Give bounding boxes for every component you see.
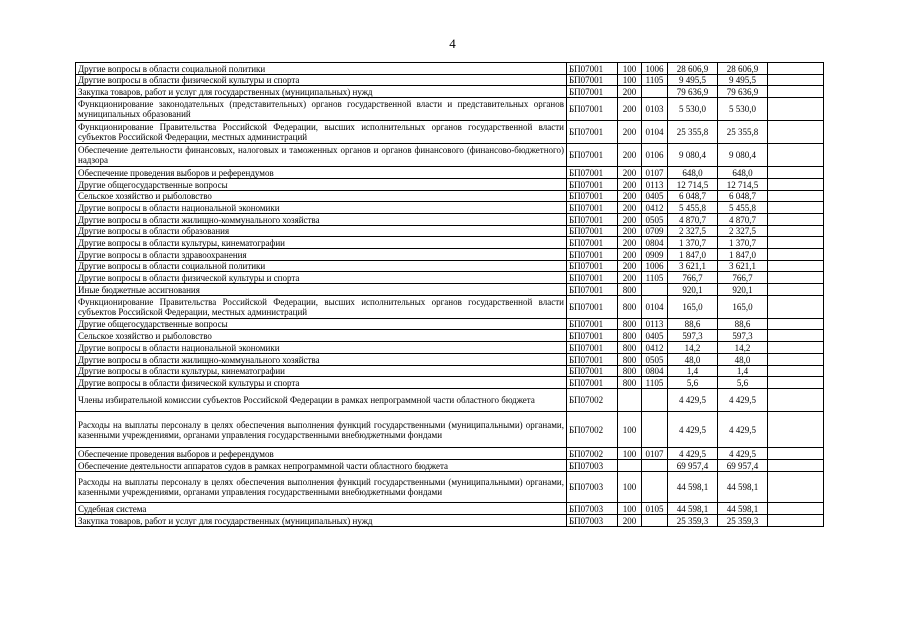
row-name-cell: Другие вопросы в области образования <box>76 226 567 237</box>
row-value-cell-1: 14,2 <box>668 342 718 354</box>
row-code-cell: БП07001 <box>567 86 618 98</box>
row-code-cell: БП07003 <box>567 460 618 472</box>
table-row <box>76 144 824 167</box>
table-row <box>76 179 824 191</box>
row-code-cell: БП07001 <box>567 144 618 167</box>
row-code-cell: БП07003 <box>567 503 618 515</box>
table-row <box>76 460 824 472</box>
row-code-cell: БП07001 <box>567 377 618 389</box>
row-section-cell: 0104 <box>642 121 668 144</box>
row-section-cell: 0103 <box>642 98 668 121</box>
row-empty-cell <box>768 63 824 75</box>
row-empty-cell <box>768 389 824 412</box>
row-expense-type-cell: 200 <box>618 261 642 272</box>
row-code-cell: БП07001 <box>567 75 618 86</box>
row-name-cell: Функционирование Правительства Российской Федерации, высших исполнительных органов государственной власти субъектов Российской Федерации, местных администраций <box>76 296 567 319</box>
row-section-cell: 0104 <box>642 296 668 319</box>
row-empty-cell <box>768 261 824 272</box>
row-section-cell <box>642 472 668 503</box>
row-code-cell: БП07001 <box>567 191 618 202</box>
table-row <box>76 75 824 86</box>
row-empty-cell <box>768 202 824 214</box>
row-code-cell: БП07001 <box>567 226 618 237</box>
row-code-cell: БП07001 <box>567 296 618 319</box>
row-section-cell <box>642 389 668 412</box>
row-empty-cell <box>768 296 824 319</box>
row-empty-cell <box>768 503 824 515</box>
row-value-cell-2: 766,7 <box>718 272 768 284</box>
row-empty-cell <box>768 249 824 261</box>
row-value-cell-2: 5 455,8 <box>718 202 768 214</box>
row-name-cell: Другие вопросы в области жилищно-коммунального хозяйства <box>76 354 567 366</box>
row-empty-cell <box>768 98 824 121</box>
row-section-cell: 0505 <box>642 214 668 226</box>
row-empty-cell <box>768 460 824 472</box>
row-section-cell: 1105 <box>642 377 668 389</box>
row-empty-cell <box>768 366 824 377</box>
table-row <box>76 249 824 261</box>
row-section-cell <box>642 412 668 448</box>
row-expense-type-cell: 800 <box>618 354 642 366</box>
row-value-cell-1: 4 429,5 <box>668 412 718 448</box>
row-name-cell: Функционирование законодательных (представительных) органов государственной власти и представительных органов муниципальных образований <box>76 98 567 121</box>
row-value-cell-1: 4 429,5 <box>668 389 718 412</box>
row-section-cell: 0412 <box>642 342 668 354</box>
row-expense-type-cell: 200 <box>618 167 642 179</box>
row-code-cell: БП07001 <box>567 167 618 179</box>
row-value-cell-2: 3 621,1 <box>718 261 768 272</box>
row-expense-type-cell: 100 <box>618 75 642 86</box>
row-section-cell <box>642 284 668 296</box>
row-expense-type-cell: 800 <box>618 377 642 389</box>
row-code-cell: БП07001 <box>567 272 618 284</box>
row-section-cell: 0405 <box>642 330 668 342</box>
row-code-cell: БП07001 <box>567 98 618 121</box>
row-section-cell: 0804 <box>642 366 668 377</box>
row-value-cell-2: 5 530,0 <box>718 98 768 121</box>
row-value-cell-1: 766,7 <box>668 272 718 284</box>
row-value-cell-1: 4 429,5 <box>668 448 718 460</box>
row-code-cell: БП07001 <box>567 366 618 377</box>
row-expense-type-cell <box>618 460 642 472</box>
row-value-cell-1: 79 636,9 <box>668 86 718 98</box>
row-value-cell-1: 25 359,3 <box>668 515 718 527</box>
budget-table-body <box>76 63 824 527</box>
row-value-cell-2: 44 598,1 <box>718 503 768 515</box>
row-section-cell: 0709 <box>642 226 668 237</box>
row-empty-cell <box>768 284 824 296</box>
row-expense-type-cell: 200 <box>618 272 642 284</box>
table-row <box>76 515 824 527</box>
row-expense-type-cell: 200 <box>618 226 642 237</box>
row-value-cell-1: 4 870,7 <box>668 214 718 226</box>
row-expense-type-cell: 800 <box>618 284 642 296</box>
row-name-cell: Обеспечение проведения выборов и референдумов <box>76 167 567 179</box>
row-empty-cell <box>768 412 824 448</box>
row-code-cell: БП07002 <box>567 448 618 460</box>
row-section-cell: 0107 <box>642 448 668 460</box>
row-section-cell: 0106 <box>642 144 668 167</box>
table-row <box>76 448 824 460</box>
row-empty-cell <box>768 179 824 191</box>
table-row <box>76 121 824 144</box>
row-expense-type-cell: 200 <box>618 86 642 98</box>
row-empty-cell <box>768 319 824 330</box>
row-name-cell: Другие вопросы в области физической культуры и спорта <box>76 272 567 284</box>
table-row <box>76 214 824 226</box>
table-row <box>76 86 824 98</box>
row-name-cell: Судебная система <box>76 503 567 515</box>
row-value-cell-2: 12 714,5 <box>718 179 768 191</box>
row-expense-type-cell: 100 <box>618 63 642 75</box>
row-expense-type-cell: 100 <box>618 472 642 503</box>
row-value-cell-1: 25 355,8 <box>668 121 718 144</box>
row-section-cell: 0113 <box>642 179 668 191</box>
row-value-cell-2: 9 080,4 <box>718 144 768 167</box>
row-empty-cell <box>768 226 824 237</box>
row-expense-type-cell: 200 <box>618 214 642 226</box>
row-code-cell: БП07001 <box>567 249 618 261</box>
row-value-cell-2: 4 429,5 <box>718 448 768 460</box>
row-expense-type-cell <box>618 389 642 412</box>
row-name-cell: Иные бюджетные ассигнования <box>76 284 567 296</box>
row-expense-type-cell: 200 <box>618 249 642 261</box>
row-value-cell-2: 44 598,1 <box>718 472 768 503</box>
row-name-cell: Другие вопросы в области физической культуры и спорта <box>76 377 567 389</box>
row-name-cell: Другие вопросы в области национальной экономики <box>76 202 567 214</box>
row-code-cell: БП07001 <box>567 121 618 144</box>
row-value-cell-2: 4 870,7 <box>718 214 768 226</box>
table-row <box>76 272 824 284</box>
row-empty-cell <box>768 342 824 354</box>
row-value-cell-2: 165,0 <box>718 296 768 319</box>
row-value-cell-2: 28 606,9 <box>718 63 768 75</box>
page-number: 4 <box>449 36 456 51</box>
row-value-cell-1: 3 621,1 <box>668 261 718 272</box>
row-name-cell: Другие вопросы в области социальной политики <box>76 63 567 75</box>
row-value-cell-1: 5 530,0 <box>668 98 718 121</box>
table-row <box>76 296 824 319</box>
row-expense-type-cell: 200 <box>618 202 642 214</box>
row-section-cell: 0804 <box>642 237 668 249</box>
row-value-cell-2: 2 327,5 <box>718 226 768 237</box>
table-row <box>76 284 824 296</box>
row-value-cell-2: 648,0 <box>718 167 768 179</box>
row-section-cell: 0505 <box>642 354 668 366</box>
row-value-cell-2: 14,2 <box>718 342 768 354</box>
row-value-cell-2: 25 355,8 <box>718 121 768 144</box>
row-value-cell-2: 9 495,5 <box>718 75 768 86</box>
row-name-cell: Функционирование Правительства Российской Федерации, высших исполнительных органов государственной власти субъектов Российской Федерации, местных администраций <box>76 121 567 144</box>
row-expense-type-cell: 200 <box>618 191 642 202</box>
table-row <box>76 366 824 377</box>
row-value-cell-1: 2 327,5 <box>668 226 718 237</box>
row-value-cell-1: 597,3 <box>668 330 718 342</box>
table-row <box>76 377 824 389</box>
table-row <box>76 354 824 366</box>
row-value-cell-1: 648,0 <box>668 167 718 179</box>
row-section-cell: 1006 <box>642 261 668 272</box>
row-expense-type-cell: 800 <box>618 330 642 342</box>
row-value-cell-1: 1 370,7 <box>668 237 718 249</box>
row-expense-type-cell: 200 <box>618 179 642 191</box>
table-row <box>76 191 824 202</box>
row-code-cell: БП07003 <box>567 472 618 503</box>
row-section-cell <box>642 460 668 472</box>
row-value-cell-2: 79 636,9 <box>718 86 768 98</box>
row-empty-cell <box>768 75 824 86</box>
table-row <box>76 412 824 448</box>
row-section-cell: 0909 <box>642 249 668 261</box>
row-value-cell-2: 4 429,5 <box>718 412 768 448</box>
table-row <box>76 261 824 272</box>
row-code-cell: БП07001 <box>567 354 618 366</box>
row-empty-cell <box>768 472 824 503</box>
row-empty-cell <box>768 354 824 366</box>
row-value-cell-1: 48,0 <box>668 354 718 366</box>
row-expense-type-cell: 200 <box>618 237 642 249</box>
row-name-cell: Расходы на выплаты персоналу в целях обеспечения выполнения функций государственными (муниципальными) органами, казенными учреждениями, органами управления государственными внебюджетными фондами <box>76 412 567 448</box>
row-value-cell-1: 165,0 <box>668 296 718 319</box>
row-code-cell: БП07001 <box>567 63 618 75</box>
row-value-cell-2: 4 429,5 <box>718 389 768 412</box>
row-value-cell-2: 1 847,0 <box>718 249 768 261</box>
row-section-cell: 1105 <box>642 75 668 86</box>
row-code-cell: БП07001 <box>567 342 618 354</box>
row-value-cell-1: 12 714,5 <box>668 179 718 191</box>
row-name-cell: Другие вопросы в области физической культуры и спорта <box>76 75 567 86</box>
budget-table <box>75 62 824 527</box>
row-name-cell: Другие вопросы в области культуры, кинематографии <box>76 366 567 377</box>
row-value-cell-1: 1,4 <box>668 366 718 377</box>
table-row <box>76 330 824 342</box>
row-name-cell: Другие вопросы в области культуры, кинематографии <box>76 237 567 249</box>
row-code-cell: БП07001 <box>567 330 618 342</box>
row-code-cell: БП07001 <box>567 319 618 330</box>
table-row <box>76 503 824 515</box>
row-empty-cell <box>768 272 824 284</box>
table-row <box>76 167 824 179</box>
row-name-cell: Другие вопросы в области жилищно-коммунального хозяйства <box>76 214 567 226</box>
row-empty-cell <box>768 377 824 389</box>
row-empty-cell <box>768 237 824 249</box>
row-code-cell: БП07001 <box>567 214 618 226</box>
row-section-cell <box>642 515 668 527</box>
row-name-cell: Закупка товаров, работ и услуг для государственных (муниципальных) нужд <box>76 86 567 98</box>
row-code-cell: БП07001 <box>567 237 618 249</box>
row-value-cell-1: 44 598,1 <box>668 472 718 503</box>
table-row <box>76 319 824 330</box>
table-row <box>76 237 824 249</box>
row-section-cell: 1105 <box>642 272 668 284</box>
row-value-cell-1: 1 847,0 <box>668 249 718 261</box>
row-value-cell-2: 920,1 <box>718 284 768 296</box>
row-value-cell-1: 5 455,8 <box>668 202 718 214</box>
row-value-cell-2: 5,6 <box>718 377 768 389</box>
row-expense-type-cell: 800 <box>618 366 642 377</box>
table-row <box>76 342 824 354</box>
row-expense-type-cell: 200 <box>618 121 642 144</box>
row-value-cell-1: 920,1 <box>668 284 718 296</box>
row-expense-type-cell: 200 <box>618 144 642 167</box>
row-name-cell: Обеспечение деятельности аппаратов судов в рамках непрограммной части областного бюджета <box>76 460 567 472</box>
row-value-cell-2: 25 359,3 <box>718 515 768 527</box>
row-empty-cell <box>768 167 824 179</box>
row-empty-cell <box>768 191 824 202</box>
row-code-cell: БП07001 <box>567 202 618 214</box>
row-value-cell-2: 1 370,7 <box>718 237 768 249</box>
row-name-cell: Другие общегосударственные вопросы <box>76 319 567 330</box>
row-value-cell-2: 597,3 <box>718 330 768 342</box>
row-empty-cell <box>768 448 824 460</box>
row-name-cell: Другие вопросы в области социальной политики <box>76 261 567 272</box>
table-row <box>76 226 824 237</box>
row-name-cell: Сельское хозяйство и рыболовство <box>76 330 567 342</box>
row-expense-type-cell: 200 <box>618 98 642 121</box>
row-code-cell: БП07001 <box>567 261 618 272</box>
row-section-cell: 0105 <box>642 503 668 515</box>
table-row <box>76 63 824 75</box>
row-expense-type-cell: 100 <box>618 503 642 515</box>
row-value-cell-2: 6 048,7 <box>718 191 768 202</box>
row-name-cell: Другие вопросы в области здравоохранения <box>76 249 567 261</box>
row-code-cell: БП07001 <box>567 284 618 296</box>
row-value-cell-1: 69 957,4 <box>668 460 718 472</box>
row-empty-cell <box>768 144 824 167</box>
row-name-cell: Закупка товаров, работ и услуг для государственных (муниципальных) нужд <box>76 515 567 527</box>
row-name-cell: Члены избирательной комиссии субъектов Российской Федерации в рамках непрограммной части областного бюджета <box>76 389 567 412</box>
row-name-cell: Сельское хозяйство и рыболовство <box>76 191 567 202</box>
row-value-cell-1: 9 495,5 <box>668 75 718 86</box>
row-value-cell-2: 48,0 <box>718 354 768 366</box>
row-value-cell-1: 88,6 <box>668 319 718 330</box>
row-name-cell: Другие общегосударственные вопросы <box>76 179 567 191</box>
row-code-cell: БП07001 <box>567 179 618 191</box>
row-empty-cell <box>768 515 824 527</box>
row-value-cell-1: 9 080,4 <box>668 144 718 167</box>
row-value-cell-1: 44 598,1 <box>668 503 718 515</box>
row-expense-type-cell: 800 <box>618 342 642 354</box>
row-empty-cell <box>768 86 824 98</box>
row-section-cell: 0412 <box>642 202 668 214</box>
row-name-cell: Обеспечение проведения выборов и референдумов <box>76 448 567 460</box>
row-value-cell-1: 28 606,9 <box>668 63 718 75</box>
table-row <box>76 472 824 503</box>
row-expense-type-cell: 100 <box>618 412 642 448</box>
row-empty-cell <box>768 121 824 144</box>
row-name-cell: Обеспечение деятельности финансовых, налоговых и таможенных органов и органов финансового (финансово-бюджетного) надзора <box>76 144 567 167</box>
row-name-cell: Расходы на выплаты персоналу в целях обеспечения выполнения функций государственными (муниципальными) органами, казенными учреждениями, органами управления государственными внебюджетными фондами <box>76 472 567 503</box>
row-code-cell: БП07003 <box>567 515 618 527</box>
row-expense-type-cell: 100 <box>618 448 642 460</box>
row-name-cell: Другие вопросы в области национальной экономики <box>76 342 567 354</box>
row-expense-type-cell: 800 <box>618 296 642 319</box>
row-code-cell: БП07002 <box>567 412 618 448</box>
row-value-cell-2: 88,6 <box>718 319 768 330</box>
row-code-cell: БП07002 <box>567 389 618 412</box>
row-section-cell <box>642 86 668 98</box>
table-row <box>76 202 824 214</box>
row-section-cell: 0405 <box>642 191 668 202</box>
row-empty-cell <box>768 330 824 342</box>
row-value-cell-2: 1,4 <box>718 366 768 377</box>
row-section-cell: 1006 <box>642 63 668 75</box>
row-value-cell-2: 69 957,4 <box>718 460 768 472</box>
row-expense-type-cell: 200 <box>618 515 642 527</box>
row-value-cell-1: 6 048,7 <box>668 191 718 202</box>
row-empty-cell <box>768 214 824 226</box>
table-row <box>76 98 824 121</box>
row-section-cell: 0107 <box>642 167 668 179</box>
row-expense-type-cell: 800 <box>618 319 642 330</box>
table-row <box>76 389 824 412</box>
row-section-cell: 0113 <box>642 319 668 330</box>
row-value-cell-1: 5,6 <box>668 377 718 389</box>
